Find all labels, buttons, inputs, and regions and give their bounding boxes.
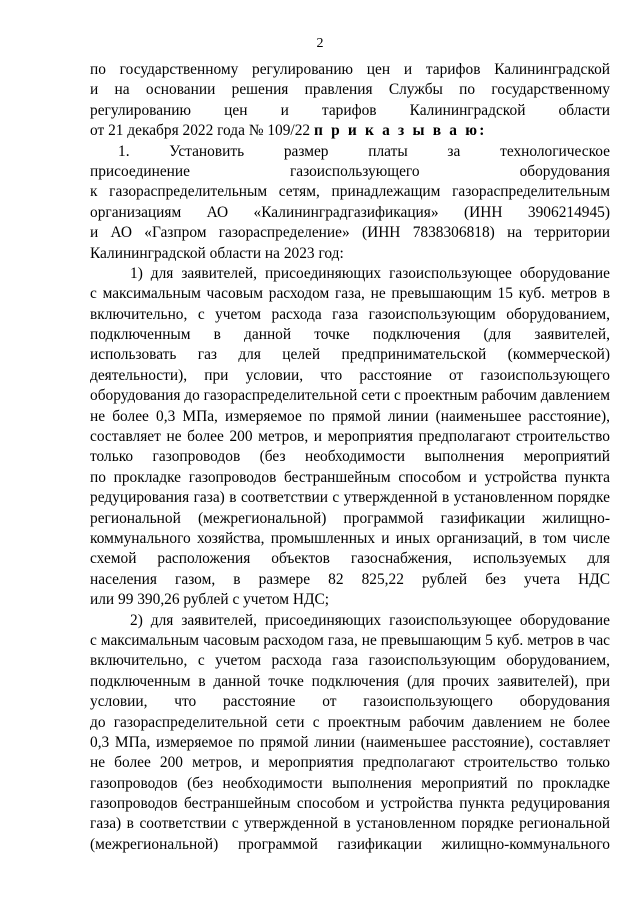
text-line-content: подключенным в данной точке подключения (для прочих заявителей), при (90, 672, 610, 690)
text-line (90, 835, 610, 855)
text-line-content: схемой расположения объектов газоснабжения, используемых для (90, 550, 610, 568)
text-line-content: и АО «Газпром газораспределение» (ИНН 7838306818) на территории (90, 224, 610, 242)
text-line-content: использовать газ для целей предпринимательской (коммерческой) (90, 346, 610, 364)
text-line (90, 101, 610, 121)
text-line-content: по государственному регулированию цен и тарифов Калининградской (90, 61, 610, 78)
text-line (90, 753, 610, 773)
text-line-content: или 99 390,26 рублей с учетом НДС; (90, 591, 330, 609)
text-line (90, 549, 610, 569)
text-line-content: газа) в соответствии с утвержденной в установленном порядке региональной (90, 815, 610, 833)
text-line-content: населения газом, в размере 82 825,22 рублей без учета НДС (90, 570, 610, 588)
text-line (90, 774, 610, 794)
text-line (90, 407, 610, 427)
text-line (90, 631, 610, 651)
text-line-content: региональной (межрегиональной) программой газификации жилищно- (90, 509, 610, 527)
text-line-content: подключенным в данной точке подключения (для заявителей, (90, 326, 610, 344)
text-line-content: Калининградской области на 2023 год: (90, 244, 344, 262)
text-line-content: редуцирования газа) в соответствии с утвержденной в установленном порядке (90, 489, 610, 507)
text-line (90, 529, 610, 549)
text-line-content: газопроводов бестраншейным способом и устройства пункта редуцирования (90, 795, 610, 813)
document-body (90, 60, 610, 855)
text-line (90, 182, 610, 202)
text-line (90, 427, 610, 447)
text-line (90, 468, 610, 488)
text-line-content: деятельности), при условии, что расстояние от газоиспользующего (90, 366, 610, 384)
text-line (90, 672, 610, 692)
text-line (90, 570, 610, 590)
text-line-content: оборудования до газораспределительной сети с проектным рабочим давлением (90, 387, 610, 405)
order-word: п р и к а з ы в а ю: (313, 122, 487, 140)
text-line-content: регулированию цен и тарифов Калининградской области (90, 101, 610, 119)
text-line-content: к газораспределительным сетям, принадлежащим газораспределительным (90, 183, 610, 201)
text-line-content: условии, что расстояние от газоиспользующего оборудования (90, 693, 610, 711)
text-line-content: организациям АО «Калининградгазификация» (ИНН 3906214945) (90, 203, 610, 221)
text-line-content: (межрегиональной) программой газификации жилищно-коммунального (90, 835, 610, 853)
text-line-content: с максимальным часовым расходом газа, не превышающим 15 куб. метров в (90, 285, 610, 303)
text-line-content: включительно, с учетом расхода газа газоиспользующим оборудованием, (90, 305, 610, 323)
text-line (90, 223, 610, 243)
text-line-content: 1) для заявителей, присоединяющих газоиспользующее оборудование (130, 264, 610, 282)
text-line (90, 713, 610, 733)
text-line (90, 80, 610, 100)
text-line (90, 366, 610, 386)
text-line-content: от 21 декабря 2022 года № 109/22 (90, 122, 314, 140)
text-line-content: по прокладке газопроводов бестраншейным способом и устройства пункта (90, 468, 610, 486)
text-line (90, 305, 610, 325)
text-line (90, 488, 610, 508)
text-line (90, 651, 610, 671)
text-line (90, 325, 610, 345)
text-line-content: составляет не более 200 метров, и мероприятия предполагают строительство (90, 428, 610, 446)
text-line-content: не более 0,3 МПа, измеряемое по прямой линии (наименьшее расстояние), (90, 407, 610, 425)
text-line (90, 345, 610, 365)
text-line (90, 611, 610, 631)
text-line (90, 284, 610, 304)
text-line-content: и на основании решения правления Службы по государственному (90, 81, 610, 99)
text-line (90, 386, 610, 406)
text-line (90, 814, 610, 834)
text-line-content: 1. Установить размер платы за технологическое (118, 142, 610, 160)
text-line (90, 264, 610, 284)
text-line-content: с максимальным часовым расходом газа, не превышающим 5 куб. метров в час (90, 631, 610, 649)
text-line-content: 2) для заявителей, присоединяющих газоиспользующее оборудование (130, 611, 610, 629)
text-line (90, 590, 610, 610)
text-line (90, 509, 610, 529)
text-line-content: газопроводов (без необходимости выполнения мероприятий по прокладке (90, 774, 610, 792)
text-line-content: только газопроводов (без необходимости выполнения мероприятий (90, 448, 610, 466)
text-line-content: включительно, с учетом расхода газа газоиспользующим оборудованием, (90, 652, 610, 670)
text-line (90, 203, 610, 223)
page-number: 2 (316, 36, 324, 51)
text-line (90, 121, 610, 141)
text-line-content: 0,3 МПа, измеряемое по прямой линии (наименьшее расстояние), составляет (90, 733, 610, 751)
text-line (90, 794, 610, 814)
text-line-content: не более 200 метров, и мероприятия предполагают строительство только (90, 754, 610, 772)
text-line-content: до газораспределительной сети с проектным рабочим давлением не более (90, 713, 610, 731)
text-line-content: присоединение газоиспользующего оборудования (90, 162, 610, 180)
text-line (90, 162, 610, 182)
text-line-content: коммунального хозяйства, промышленных и иных организаций, в том числе (90, 529, 610, 547)
text-line (90, 447, 610, 467)
text-line (90, 142, 610, 162)
text-line (90, 692, 610, 712)
text-line (90, 244, 610, 264)
text-line (90, 733, 610, 753)
text-line (90, 60, 610, 80)
